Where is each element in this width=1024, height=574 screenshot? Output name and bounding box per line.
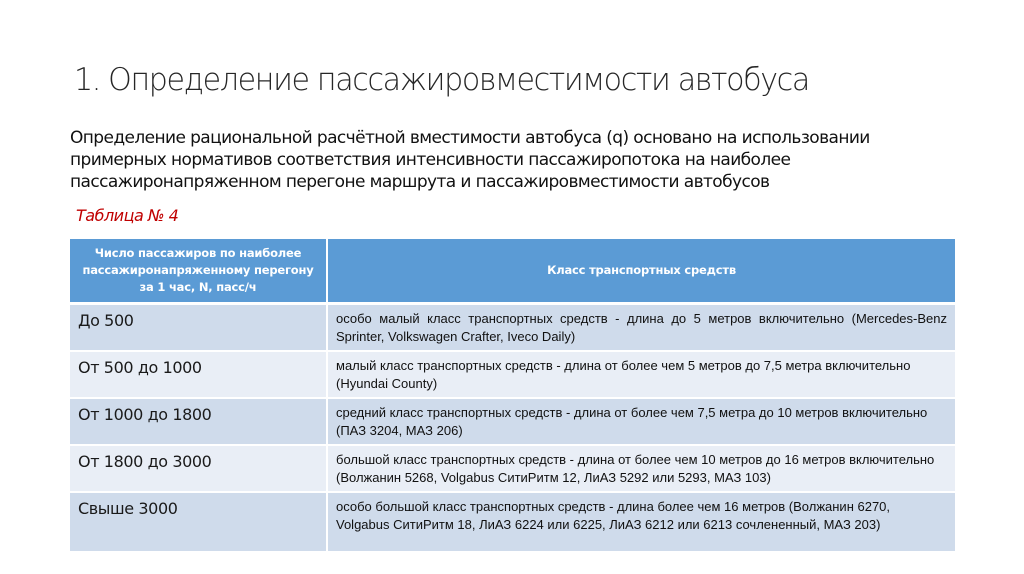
- table-header-row: [70, 239, 955, 304]
- cell-range: До 500: [70, 304, 327, 352]
- slide-title: 1. Определение пассажировместимости автобуса: [74, 62, 809, 98]
- header-passenger-count: Число пассажиров по наиболее пассажиронапряженному перегону за 1 час, N, пасс/ч: [70, 239, 327, 304]
- cell-range: От 1000 до 1800: [70, 398, 327, 445]
- cell-range: Свыше 3000: [70, 492, 327, 552]
- cell-range: От 500 до 1000: [70, 351, 327, 398]
- table-row: [70, 304, 955, 352]
- intro-line: примерных нормативов соответствия интенсивности пассажиропотока на наиболее: [70, 150, 791, 170]
- cell-class: средний класс транспортных средств - длина от более чем 7,5 метра до 10 метров включительно (ПАЗ 3204, МАЗ 206): [327, 398, 955, 445]
- cell-range: От 1800 до 3000: [70, 445, 327, 492]
- table-row: [70, 351, 955, 398]
- header-vehicle-class: Класс транспортных средств: [327, 239, 955, 304]
- cell-class: особо большой класс транспортных средств - длина более чем 16 метров (Волжанин 6270, Volgabus СитиРитм 18, ЛиАЗ 6224 или 6225, ЛиАЗ 6212 или 6213 сочлененный, МАЗ 203): [327, 492, 955, 552]
- table-row: [70, 398, 955, 445]
- table-row: [70, 445, 955, 492]
- table-row: [70, 492, 955, 552]
- vehicle-class-table: [70, 239, 955, 553]
- table-caption: Таблица № 4: [76, 206, 179, 225]
- cell-class: малый класс транспортных средств - длина от более чем 5 метров до 7,5 метра включительно (Hyundai County): [327, 351, 955, 398]
- intro-paragraph: [70, 127, 970, 193]
- cell-class: большой класс транспортных средств - длина от более чем 10 метров до 16 метров включительно (Волжанин 5268, Volgabus СитиРитм 12, ЛиАЗ 5292 или 5293, МАЗ 103): [327, 445, 955, 492]
- intro-line: Определение рациональной расчётной вместимости автобуса (q) основано на использовании: [70, 128, 870, 148]
- cell-class: особо малый класс транспортных средств - длина до 5 метров включительно (Mercedes-Benz Sprinter, Volkswagen Crafter, Iveco Daily): [327, 304, 955, 352]
- intro-line: пассажиронапряженном перегоне маршрута и пассажировместимости автобусов: [70, 172, 770, 192]
